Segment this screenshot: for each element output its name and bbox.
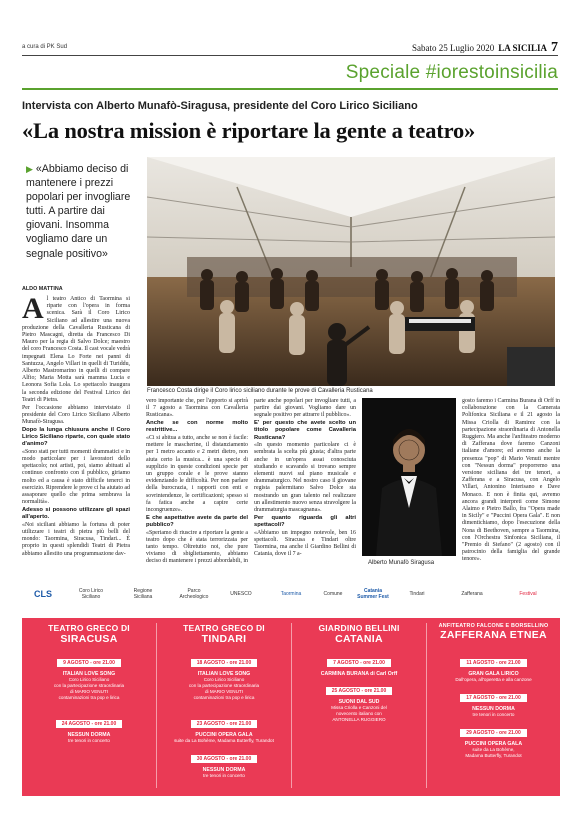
- page-header: [412, 40, 558, 56]
- event-title: PUCCINI OPERA GALA: [195, 732, 253, 738]
- event-item: [157, 651, 291, 701]
- portrait-photo: [362, 398, 456, 556]
- section-title: Speciale #iorestoinsicilia: [345, 62, 558, 83]
- event-item: [292, 651, 426, 677]
- newspaper-name: LA SICILIA: [498, 43, 547, 53]
- article-paragraph: «Abbiamo un impegno notevole, ben 16 spettacoli. Siracusa e Tindari oltre Taormina, ma anche il Giardino Bellini di Catania, dove il 7 a-: [254, 529, 356, 558]
- venue-catania: [292, 623, 426, 645]
- event-desc: ANTONELLA RUGGIERO: [332, 717, 386, 722]
- event-desc: Coro Lirico Siciliano: [68, 677, 110, 682]
- interview-question: E che aspettative avete da parte del pubblico?: [146, 514, 248, 528]
- event-desc: suite da La Bohème, Madama Butterfly, Turandot: [174, 738, 274, 743]
- supplement-credit: a cura di PK Sud: [22, 44, 68, 50]
- event-desc: con la partecipazione straordinaria: [188, 683, 260, 688]
- event-item: [427, 651, 560, 683]
- event-title: NESSUN DORMA: [472, 706, 515, 712]
- event-item: [22, 712, 156, 744]
- pull-quote: [26, 162, 138, 261]
- pull-quote-text: «Abbiamo deciso di mantenere i prezzi popolari per invogliare tutti. A partire dai giovani. Insomma vogliamo dare un segnale positivo»: [26, 163, 131, 260]
- interview-question: Per quanto riguarda gli altri spettacoli?: [254, 514, 356, 528]
- venue-label: GIARDINO BELLINI: [318, 623, 400, 633]
- event-item: [292, 679, 426, 723]
- event-date: 24 AGOSTO - ore 21.00: [56, 720, 122, 728]
- regione-logo: Regione Siciliana: [133, 588, 153, 600]
- coro-lirico-logo: Coro Lirico Siciliano: [78, 588, 104, 600]
- event-desc: contaminazioni tra pop e lirica: [193, 695, 255, 700]
- venue-label: ANFITEATRO FALCONE E BORSELLINO: [438, 623, 549, 629]
- cls-logo: CLS: [34, 589, 52, 599]
- event-desc: con la partecipazione straordinaria: [53, 683, 125, 688]
- event-desc: suite da La Bohème,: [472, 747, 515, 752]
- section-divider: [22, 88, 558, 90]
- article-column-1: [22, 292, 130, 558]
- venue-siracusa: [22, 623, 156, 645]
- event-desc: contaminazioni tra pop e lirica: [58, 695, 120, 700]
- article-paragraph: l teatro Antico di Taormina si riparte con l'opera in forma scenica. Sarà il Coro Lirico Siciliano ad allestire una nuova produzione della Cavalleria Rusticana di Pietro Mascagni, diretta da Francesco Di Mauro per la regia di Salvo Dolce; maestro del coro Francesco Costa. Il cast vocale vedrà impegnati Elena Lo Forte nei panni di Santuzza, Angelo Villari in quelli di Turiddu, Alberto Mastromarino in quelli di compare Alfio; Maria Motta sarà mamma Lucia e Leonora Sofia Lola. Lo spettacolo inaugura la seconda edizione del Festival Lirico dei Teatri di Pietra.: [22, 296, 130, 403]
- header-divider: [22, 55, 558, 56]
- event-item: [157, 747, 291, 779]
- interview-question: Anche se con norme molto restrittive...: [146, 420, 248, 434]
- event-date: 17 AGOSTO - ore 21.00: [460, 694, 526, 702]
- rehearsal-photo-image: [147, 157, 555, 386]
- event-date: 18 AGOSTO - ore 21.00: [191, 659, 257, 667]
- event-desc: Dall'opera, all'operetta e alla canzone: [455, 677, 532, 682]
- event-date: 30 AGOSTO - ore 21.00: [191, 755, 257, 763]
- venue-name: ZAFFERANA ETNEA: [440, 629, 547, 641]
- event-date: 29 AGOSTO - ore 21.00: [460, 729, 526, 737]
- event-date: 9 AGOSTO - ore 21.00: [57, 659, 121, 667]
- event-title: NESSUN DORMA: [202, 767, 246, 773]
- event-desc: di MARIO VENUTI: [69, 689, 109, 694]
- page-number: 7: [551, 40, 558, 55]
- article-paragraph: «Sono stati per tutti momenti drammatici e in modo particolare per i lavoratori dello spettacolo; noi artisti, poi, siamo abituati al continuo confronto con il pubblico, giriamo molto ed a causa è stato difficile tenerci in esercizio. Riprendere le prove ci ha aiutato ad assaporare quello che prima sembrava la normalità».: [22, 448, 130, 506]
- parco-logo: Parco Archeologico: [179, 588, 209, 600]
- event-title: NESSUN DORMA: [67, 732, 111, 738]
- event-title: SUONI DAL SUD: [338, 699, 380, 705]
- event-date: 11 AGOSTO - ore 21.00: [460, 659, 526, 667]
- venue-name: TINDARI: [201, 633, 247, 645]
- article-paragraph: «Ci si abitua a tutto, anche se non è facile: mettere le mascherine, il distanziamento per 1 metro accanto e 2 metri dietro, non aiuta certo la musica... è una specie di supplizio in queste condizioni specie per un gruppo corale e le prove stanno evidenziando le difficoltà. Per non parlare della burocrazia, i rapporti con enti e sovrintendenze, le certificazioni; spesso si fa fatica anche a capire certe incongruenze».: [146, 435, 248, 514]
- interview-question: E' per questo che avete scelto un titolo popolare come Cavalleria Rusticana?: [254, 420, 356, 441]
- tindari-logo: Tindari: [409, 591, 425, 597]
- venue-label: TEATRO GRECO DI: [48, 623, 130, 633]
- event-item: [157, 712, 291, 744]
- article-headline: «La nostra mission è riportare la gente a teatro»: [22, 118, 476, 143]
- drop-cap: A: [22, 292, 44, 325]
- event-desc: Missa Criolla e Canzoni del: [331, 705, 387, 710]
- article-paragraph: «In questo momento particolare ci è sembrata la scelta più giusta; d'altra parte anche in un'opera assai conosciuta studiando e scavando si trovano sempre elementi nuovi sul piano musicale e drammaturgico. Nel nostro caso il giovane regista palermitano Salvo Dolce sta mostrando un gran talento nel realizzare un allestimento nuovo senza stravolgere la drammaturgia mascagnana».: [254, 442, 356, 514]
- interview-question: Dopo la lunga chiusura anche il Coro Lirico Siciliano riparte, con quale stato d'animo?: [22, 426, 130, 448]
- taormina-logo: Taormina: [280, 591, 302, 597]
- venue-name: CATANIA: [335, 633, 383, 645]
- article-column-4: [462, 398, 560, 564]
- zafferana-logo: Zafferana: [461, 591, 483, 597]
- event-date: 25 AGOSTO - ore 21.00: [326, 687, 392, 695]
- venue-tindari: [157, 623, 291, 645]
- byline: ALDO MATTINA: [22, 286, 63, 292]
- event-desc: di MARIO VENUTI: [204, 689, 244, 694]
- event-desc: Madama Butterfly, Turandot: [465, 753, 522, 758]
- event-desc: Coro Lirico Siciliano: [203, 677, 245, 682]
- article-paragraph: gosto faremo i Carmina Burana di Orff in collaborazione con la Camerata Polifonica Siciliana e il 21 agosto la Missa Criolla di Ramirez con la partecipazione straordinaria di Antonella Ruggiero. Ma anche l'anfiteatro moderno di Zafferana dove faremo Canzoni italiane d'amore; ed avremo anche la presenza "pop" di Mario Venuti mentre con "Nessun dorma" proporremo una versione siciliana dei tre tenori, a Zafferana e a Siracusa, con Angelo Villari, Antonino Interisano e Dave Monaco. E non è finita qui, avremo ancora grandi interpreti come Simone Alaimo e Pietro Ballo, fra "Opera made in Sicily" e "Puccini Opera Gala". E non dimentichiamo, dopo l'esecuzione della Nona di Beethoven, sempre a Taormina, con l'Orchestra Sinfonica Siciliana, il "Premio di Stefano" (2 agosto) con il patrocinio della famiglia del grande tenore».: [462, 398, 560, 563]
- event-item: [427, 686, 560, 718]
- article-paragraph: «Noi siciliani abbiamo la fortuna di poter utilizzare i teatri di pietra più belli del mondo: Taormina, Siracusa, Tindari... È proprio in questi splendidi Teatri di Pietra abbiamo allestito una programmazione dav-: [22, 521, 130, 557]
- event-date: 7 AGOSTO - ore 21.00: [327, 659, 391, 667]
- event-desc: tre tenori in concerto: [203, 773, 245, 778]
- interview-question: Adesso si possono utilizzare gli spazi all'aperto.: [22, 506, 130, 521]
- event-title: ITALIAN LOVE SONG: [62, 671, 116, 677]
- event-title: PUCCINI OPERA GALA: [464, 741, 523, 747]
- event-desc: tre tenori in concerto: [68, 738, 110, 743]
- article-paragraph: parte anche popolari per invogliare tutti, a partire dai giovani. Vogliamo dare un segnale positivo per attrarre il pubblico».: [254, 398, 356, 419]
- comune-logo: Comune: [323, 591, 343, 597]
- sponsor-logo-strip: [22, 571, 560, 618]
- event-date: 23 AGOSTO - ore 21.00: [191, 720, 257, 728]
- photo-caption: Francesco Costa dirige il Coro lirico siciliano durante le prove di Cavalleria Rusticana: [147, 388, 373, 394]
- event-title: GRAN GALA LIRICO: [468, 671, 519, 677]
- article-paragraph: vero importante che, per l'apporto si aprirà il 7 agosto a Taormina con Cavalleria Rusticana».: [146, 398, 248, 419]
- catania-summer-fest-logo: Catania Summer Fest: [357, 588, 389, 600]
- event-title: ITALIAN LOVE SONG: [197, 671, 251, 677]
- event-item: [427, 721, 560, 759]
- article-column-2: [146, 398, 248, 566]
- portrait-photo-image: [362, 398, 456, 556]
- venue-zafferana: [427, 623, 560, 641]
- venue-label: TEATRO GRECO DI: [183, 623, 265, 633]
- article-paragraph: «Speriamo di riuscire a riportare la gente a teatro dopo che è stata terrorizzata per tanto tempo. Oltretutto noi, che pure viviamo di sbigliettamento, abbiamo deciso di mantenere i prezzi abbordabili, in: [146, 529, 248, 565]
- event-item: [22, 651, 156, 701]
- article-column-3: [254, 398, 356, 559]
- article-kicker: Intervista con Alberto Munafò-Siragusa, presidente del Coro Lirico Siciliano: [22, 100, 418, 112]
- venue-name: SIRACUSA: [60, 633, 118, 645]
- festival-advertisement: [22, 571, 560, 796]
- triangle-bullet-icon: ▶: [26, 164, 33, 174]
- event-desc: novecento italiano con: [336, 711, 382, 716]
- article-paragraph: Per l'occasione abbiamo intervistato il presidente del Coro Lirico Siciliano Alberto Munafò-Siragusa.: [22, 404, 130, 425]
- unesco-logo: UNESCO: [230, 591, 252, 597]
- event-title: CARMINA BURANA di Carl Orff: [320, 671, 398, 677]
- rehearsal-photo: [147, 157, 555, 386]
- portrait-caption: Alberto Munafò Siragusa: [368, 560, 435, 566]
- issue-date: Sabato 25 Luglio 2020: [411, 43, 495, 53]
- event-desc: tre tenori in concerto: [472, 712, 515, 717]
- festival-logo: Festival: [519, 591, 537, 597]
